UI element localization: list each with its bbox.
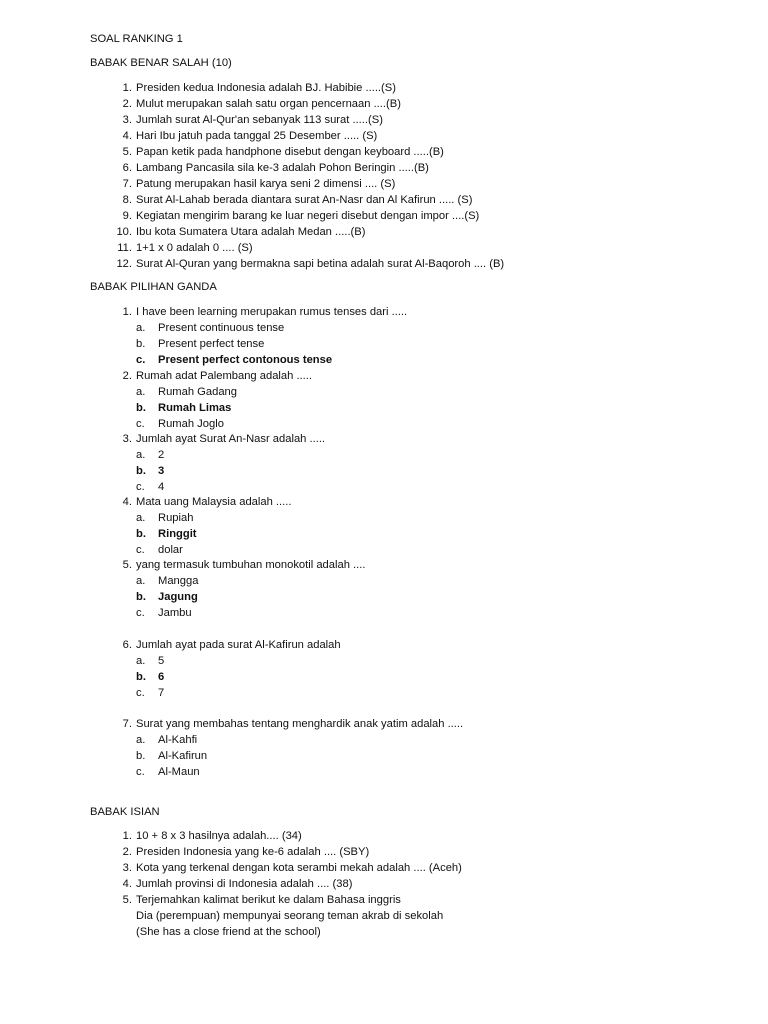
option-letter: a.: [136, 512, 146, 524]
option-text: 4: [158, 481, 165, 493]
question-text: Jumlah ayat Surat An-Nasr adalah .....: [136, 433, 326, 445]
list-item-number: 2.: [122, 846, 132, 858]
list-item: 1+1 x 0 adalah 0 .... (S): [136, 242, 253, 254]
option-text: dolar: [158, 544, 183, 556]
question-number: 6.: [122, 639, 132, 651]
option-letter: c.: [136, 607, 145, 619]
option-letter: b.: [136, 750, 146, 762]
list-item-number: 3.: [122, 114, 132, 126]
list-item-number: 8.: [122, 194, 132, 206]
list-item: Patung merupakan hasil karya seni 2 dimensi .... (S): [136, 178, 396, 190]
document-title: SOAL RANKING 1: [90, 33, 183, 45]
option-text: Present continuous tense: [158, 322, 285, 334]
option-letter: a.: [136, 322, 146, 334]
list-item: Surat Al-Quran yang bermakna sapi betina adalah surat Al-Baqoroh .... (B): [136, 258, 505, 270]
option-letter: a.: [136, 449, 146, 461]
question-text: Rumah adat Palembang adalah .....: [136, 370, 313, 382]
option-letter: b.: [136, 338, 146, 350]
option-text: Al-Kahfi: [158, 734, 198, 746]
question-text: yang termasuk tumbuhan monokotil adalah ....: [136, 559, 366, 571]
option-answer: Jagung: [158, 591, 198, 603]
list-item-number: 1.: [122, 82, 132, 94]
list-item: 10 + 8 x 3 hasilnya adalah.... (34): [136, 830, 302, 842]
list-item-number: 11.: [117, 242, 132, 254]
list-item: Kegiatan mengirim barang ke luar negeri disebut dengan impor ....(S): [136, 210, 480, 222]
list-item: Terjemahkan kalimat berikut ke dalam Bahasa inggris: [136, 894, 401, 906]
list-item: Jumlah provinsi di Indonesia adalah .... (38): [136, 878, 353, 890]
list-item: Presiden kedua Indonesia adalah BJ. Habibie .....(S): [136, 82, 396, 94]
option-text: Mangga: [158, 575, 199, 587]
list-item-number: 7.: [122, 178, 132, 190]
list-item-number: 2.: [122, 98, 132, 110]
list-item-number: 5.: [122, 146, 132, 158]
option-letter: b.: [136, 528, 146, 540]
option-letter: b.: [136, 402, 146, 414]
option-letter: a.: [136, 575, 146, 587]
option-letter: c.: [136, 766, 145, 778]
option-text: Al-Kafirun: [158, 750, 208, 762]
question-number: 5.: [122, 559, 132, 571]
option-text: 5: [158, 655, 165, 667]
question-number: 2.: [122, 370, 132, 382]
option-letter: b.: [136, 465, 146, 477]
option-letter: c.: [136, 481, 145, 493]
list-item-number: 5.: [122, 894, 132, 906]
list-item: Kota yang terkenal dengan kota serambi mekah adalah .... (Aceh): [136, 862, 462, 874]
option-letter: b.: [136, 591, 146, 603]
list-item-number: 4.: [122, 878, 132, 890]
section-heading-isian: BABAK ISIAN: [90, 806, 160, 818]
option-answer: 3: [158, 465, 165, 477]
option-letter: c.: [136, 354, 146, 366]
list-item-number: 4.: [122, 130, 132, 142]
question-number: 4.: [122, 496, 132, 508]
list-item: Ibu kota Sumatera Utara adalah Medan .....(B): [136, 226, 366, 238]
option-letter: b.: [136, 671, 146, 683]
question-number: 3.: [122, 433, 132, 445]
question-number: 7.: [122, 718, 132, 730]
question-text: Surat yang membahas tentang menghardik anak yatim adalah .....: [136, 718, 464, 730]
list-item: Papan ketik pada handphone disebut dengan keyboard .....(B): [136, 146, 444, 158]
question-text: Mata uang Malaysia adalah .....: [136, 496, 292, 508]
option-text: Rupiah: [158, 512, 194, 524]
list-item-number: 12.: [116, 258, 132, 270]
option-letter: c.: [136, 544, 145, 556]
list-item-number: 6.: [122, 162, 132, 174]
question-text: Jumlah ayat pada surat Al-Kafirun adalah: [136, 639, 341, 651]
option-text: Jambu: [158, 607, 192, 619]
list-item: Presiden Indonesia yang ke-6 adalah .... (SBY): [136, 846, 370, 858]
option-answer: Present perfect contonous tense: [158, 354, 333, 366]
option-text: Rumah Joglo: [158, 418, 224, 430]
list-item: Mulut merupakan salah satu organ pencernaan ....(B): [136, 98, 401, 110]
list-item: Dia (perempuan) mempunyai seorang teman akrab di sekolah: [136, 910, 444, 922]
list-item-number: 10.: [116, 226, 132, 238]
option-answer: Rumah Limas: [158, 402, 232, 414]
list-item: (She has a close friend at the school): [136, 926, 321, 938]
option-answer: 6: [158, 671, 165, 683]
option-answer: Ringgit: [158, 528, 197, 540]
option-text: Al-Maun: [158, 766, 200, 778]
option-text: 2: [158, 449, 165, 461]
question-number: 1.: [122, 306, 132, 318]
list-item: Jumlah surat Al-Qur'an sebanyak 113 surat .....(S): [136, 114, 383, 126]
option-letter: a.: [136, 655, 146, 667]
section-heading-pilihan-ganda: BABAK PILIHAN GANDA: [90, 281, 217, 293]
option-letter: a.: [136, 386, 146, 398]
option-text: Present perfect tense: [158, 338, 265, 350]
section-heading-benar-salah: BABAK BENAR SALAH (10): [90, 57, 232, 69]
list-item-number: 1.: [122, 830, 132, 842]
option-letter: a.: [136, 734, 146, 746]
option-text: 7: [158, 687, 165, 699]
option-letter: c.: [136, 418, 145, 430]
list-item: Lambang Pancasila sila ke-3 adalah Pohon Beringin .....(B): [136, 162, 429, 174]
question-text: I have been learning merupakan rumus tenses dari .....: [136, 306, 408, 318]
list-item: Surat Al-Lahab berada diantara surat An-Nasr dan Al Kafirun ..... (S): [136, 194, 473, 206]
option-text: Rumah Gadang: [158, 386, 237, 398]
list-item-number: 9.: [122, 210, 132, 222]
option-letter: c.: [136, 687, 145, 699]
list-item: Hari Ibu jatuh pada tanggal 25 Desember ..... (S): [136, 130, 378, 142]
list-item-number: 3.: [122, 862, 132, 874]
